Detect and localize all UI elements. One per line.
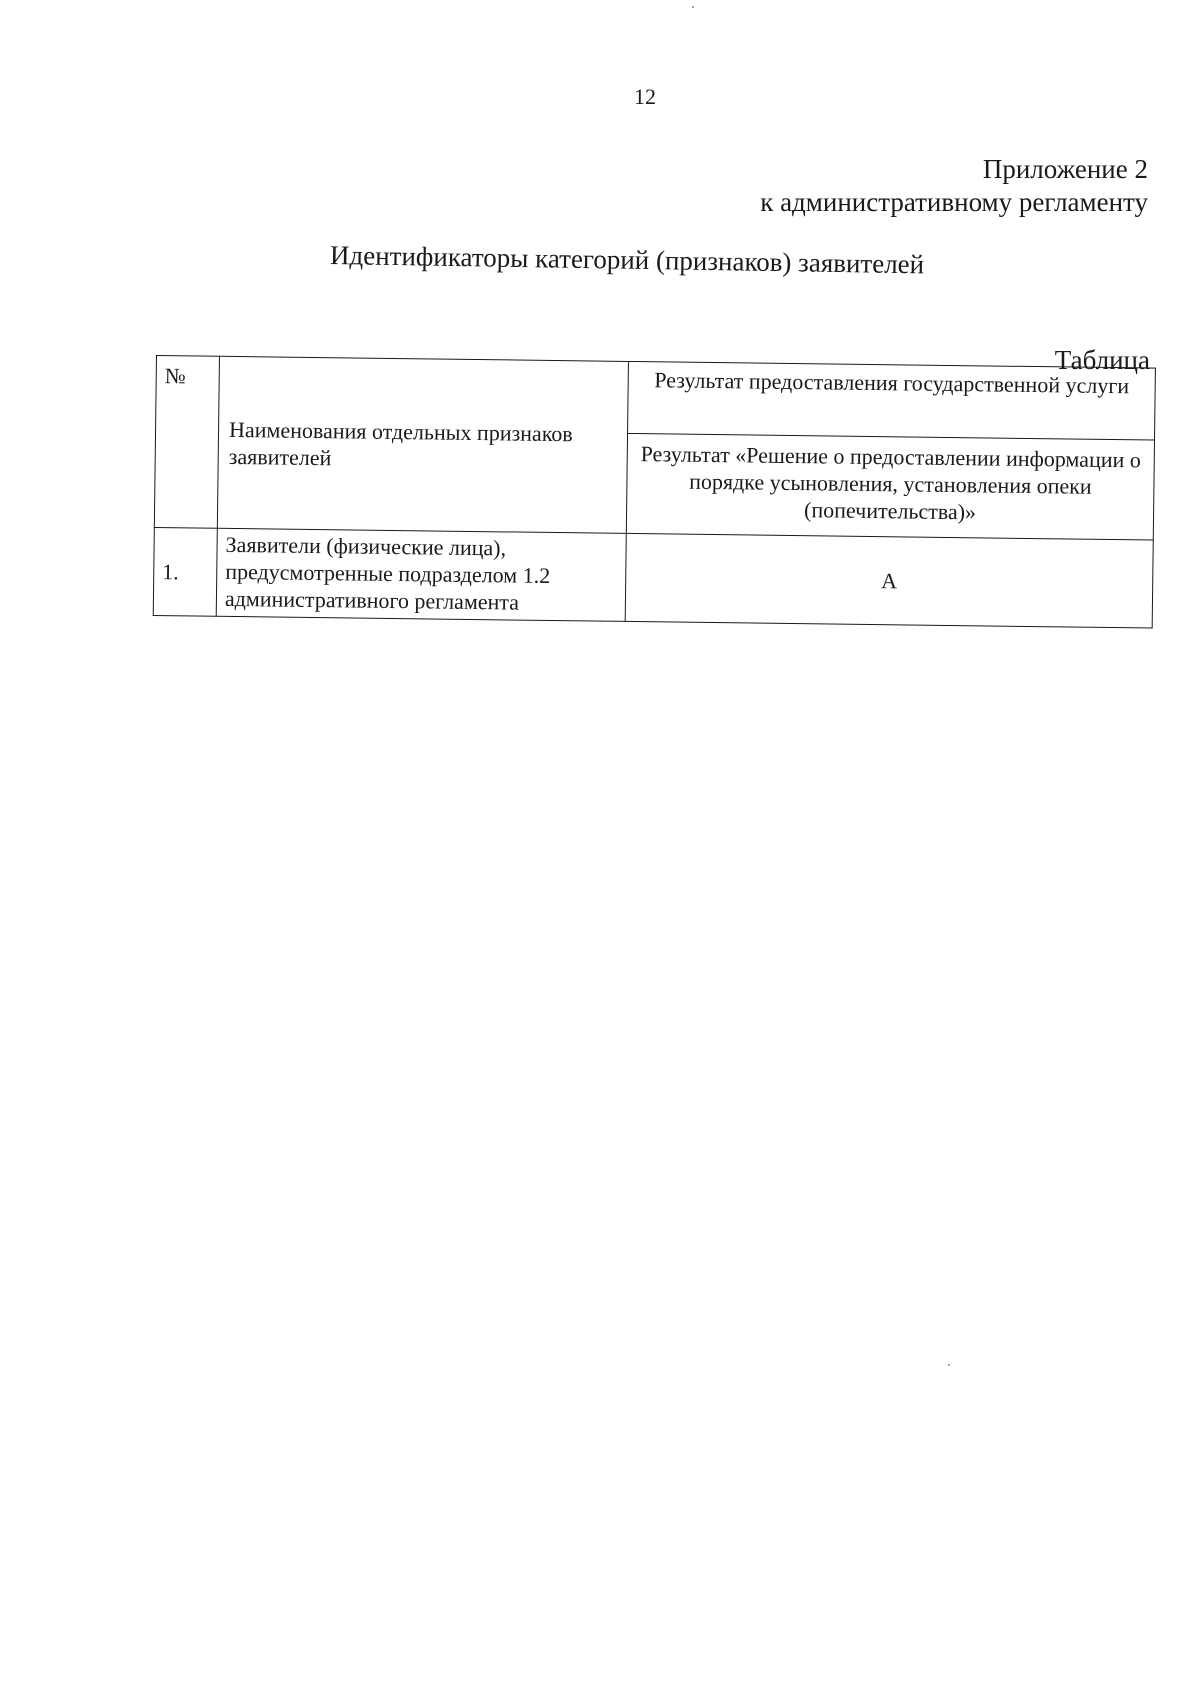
appendix-line-2: к административному регламенту — [760, 187, 1148, 217]
header-name-cell: Наименования отдельных признаков заявителей — [217, 356, 628, 533]
appendix-note — [760, 153, 1148, 219]
scan-speck — [948, 1364, 950, 1366]
scan-speck — [692, 6, 694, 8]
appendix-line-1: Приложение 2 — [982, 154, 1148, 184]
applicant-categories-table — [153, 355, 1156, 629]
table-caption: Таблица — [1054, 345, 1150, 375]
document-title: Идентификаторы категорий (признаков) заявителей — [329, 240, 925, 280]
header-num-cell: № — [154, 356, 219, 529]
table-header-row — [156, 356, 1156, 441]
row-name-cell: Заявители (физические лица), предусмотренные подразделом 1.2 административного регламента — [216, 528, 626, 621]
table-row — [153, 527, 1153, 628]
header-result-sub-cell: Результат «Решение о предоставлении информации о порядке усыновления, установления опеки (попечительства)» — [626, 433, 1154, 540]
page-number: 12 — [634, 84, 656, 109]
header-result-group-cell: Результат предоставления государственной услуги — [628, 361, 1156, 440]
table — [153, 355, 1156, 629]
row-value-cell: А — [625, 533, 1153, 628]
row-num-cell: 1. — [153, 527, 217, 616]
